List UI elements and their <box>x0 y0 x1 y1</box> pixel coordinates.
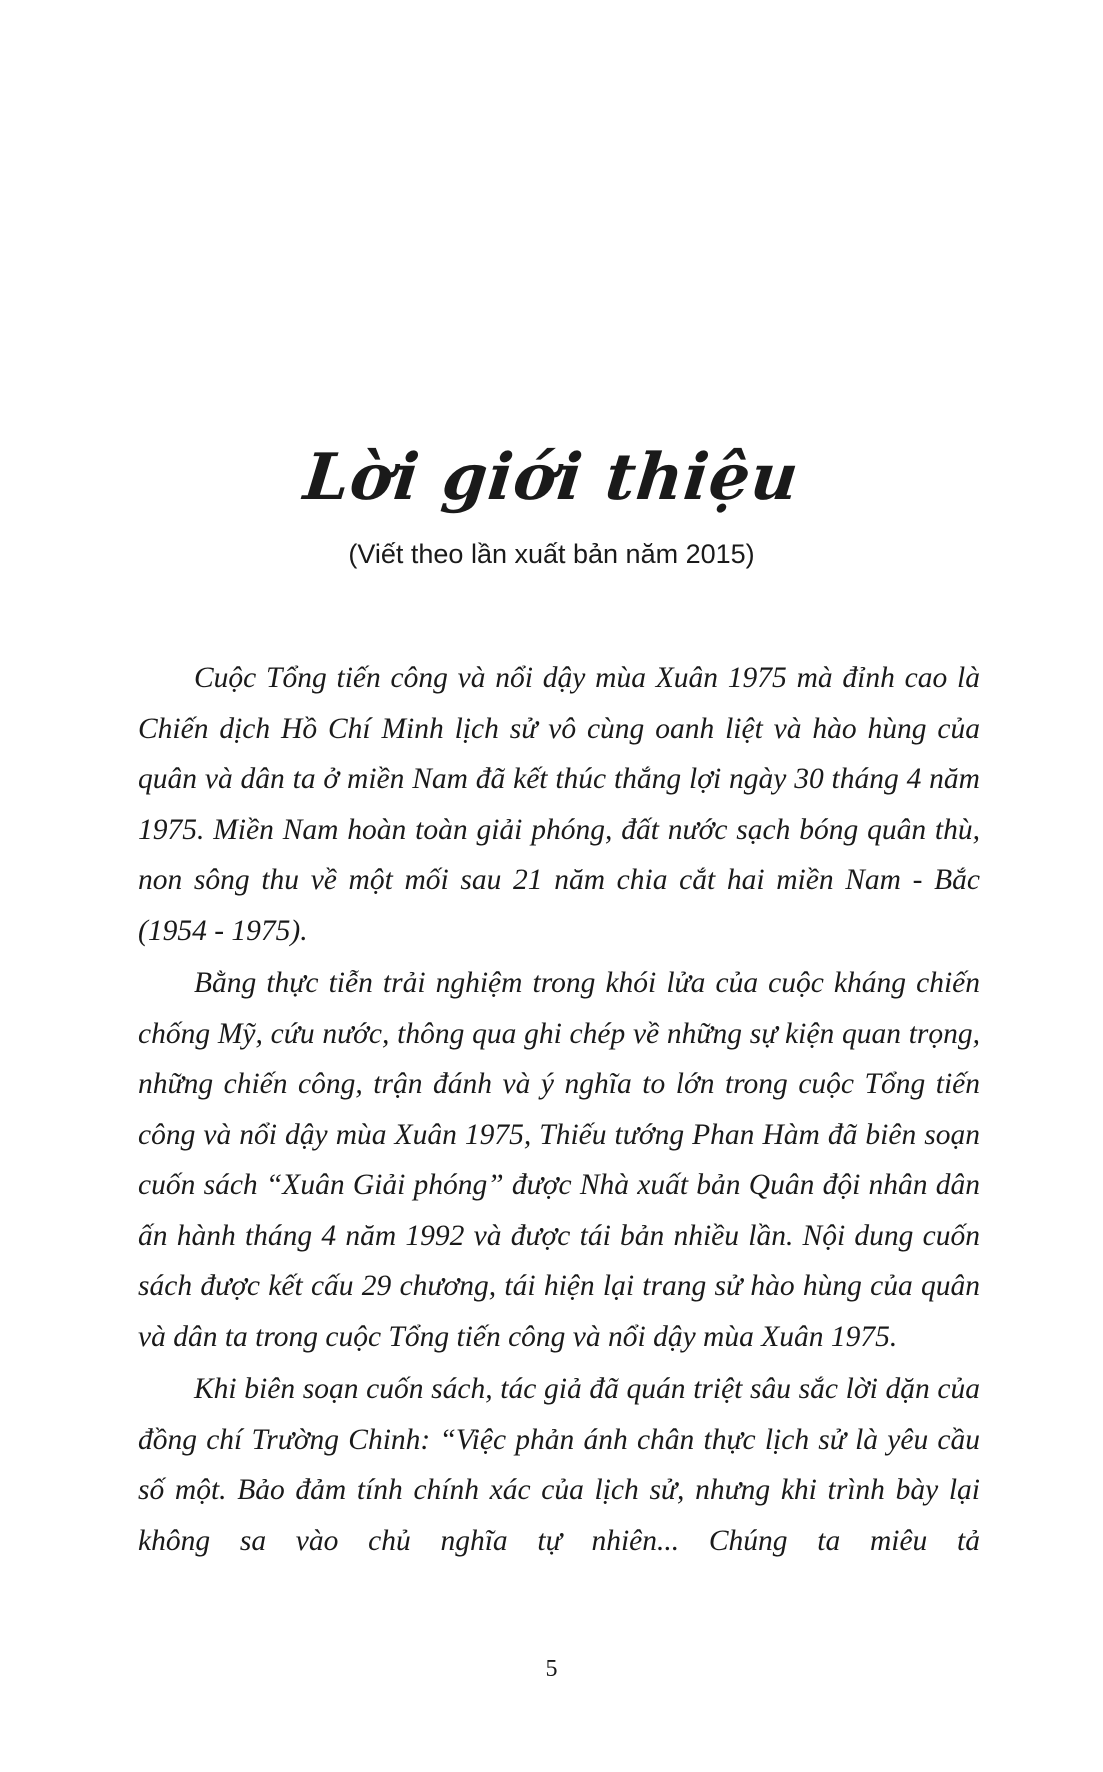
paragraph-2: Bằng thực tiễn trải nghiệm trong khói lửa của cuộc kháng chiến chống Mỹ, cứu nước, thông qua ghi chép về những sự kiện quan trọng, những chiến công, trận đánh và ý nghĩa to lớn trong cuộc Tổng tiến công và nổi dậy mùa Xuân 1975, Thiếu tướng Phan Hàm đã biên soạn cuốn sách “Xuân Giải phóng” được Nhà xuất bản Quân đội nhân dân ấn hành tháng 4 năm 1992 và được tái bản nhiều lần. Nội dung cuốn sách được kết cấu 29 chương, tái hiện lại trang sử hào hùng của quân và dân ta trong cuộc Tổng tiến công và nổi dậy mùa Xuân 1975. <box>138 967 980 1353</box>
page-number: 5 <box>545 1656 558 1682</box>
paragraph-1: Cuộc Tổng tiến công và nổi dậy mùa Xuân 1975 mà đỉnh cao là Chiến dịch Hồ Chí Minh lịch sử vô cùng oanh liệt và hào hùng của quân và dân ta ở miền Nam đã kết thúc thắng lợi ngày 30 tháng 4 năm 1975. Miền Nam hoàn toàn giải phóng, đất nước sạch bóng quân thù, non sông thu về một mối sau 21 năm chia cắt hai miền Nam - Bắc (1954 - 1975). <box>138 662 980 947</box>
paragraph-3: Khi biên soạn cuốn sách, tác giả đã quán triệt sâu sắc lời dặn của đồng chí Trường Chinh: “Việc phản ánh chân thực lịch sử là yêu cầu số một. Bảo đảm tính chính xác của lịch sử, nhưng khi trình bày lại không sa vào chủ nghĩa tự nhiên... Chúng ta miêu tả <box>138 1373 980 1557</box>
page-subtitle: (Viết theo lần xuất bản năm 2015) <box>348 539 755 569</box>
page-title: Lời giới thiệu <box>300 440 803 515</box>
body-text <box>138 653 980 1568</box>
